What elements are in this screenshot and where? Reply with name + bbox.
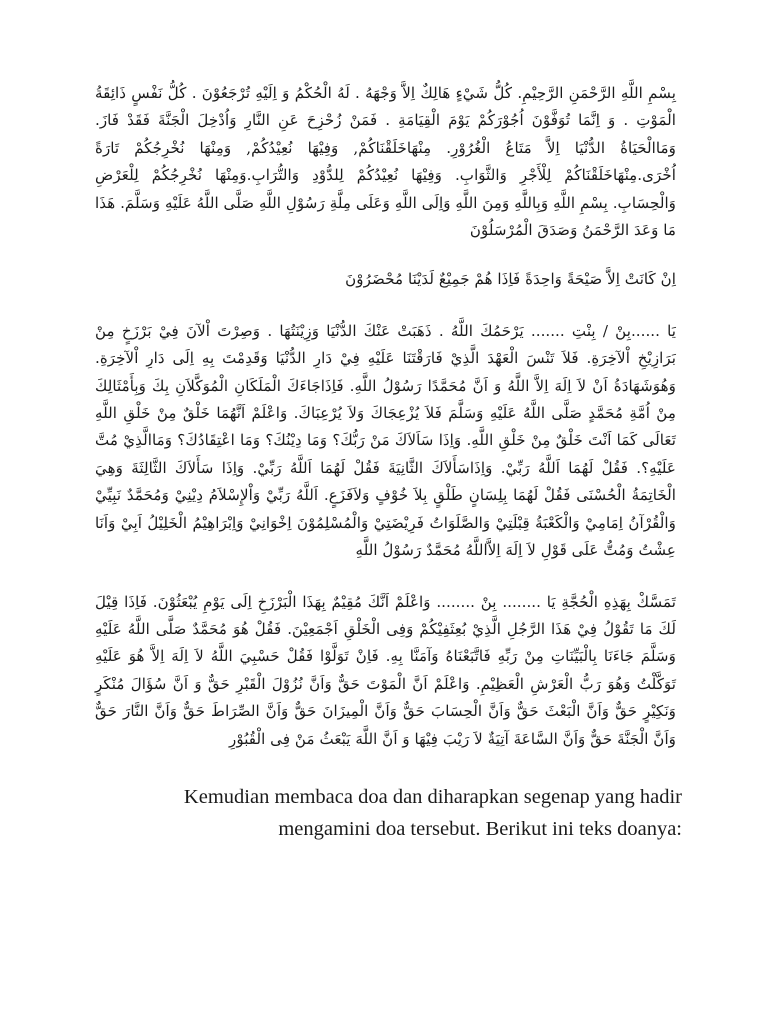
arabic-paragraph-opening: بِسْمِ اللَّهِ الرَّحْمَنِ الرَّحِيْمِ. كُلُّ شَيْءٍ هَالِكٌ اِلاَّ وَجْهَهُ . لَهُ الْحُكْمُ وَ اِلَيْهِ تُرْجَعُوْنَ . كُلُّ نَفْسٍ ذَائِقَةُ الْمَوْتِ . وَ اِنَّمَا تُوَفَّوْنَ اُجُوْرَكُمْ يَوْمَ الْقِيَامَةِ . فَمَنْ زُحْزِحَ عَنِ النَّارِ وَاُدْخِلَ الْجَنَّةَ فَقَدْ فَازَ. وَمَاالْحَيَاةُ الدُّنْيَا اِلاَّ مَتَاعُ الْغُرُوْرِ. مِنْهَاخَلَقْنَاكُمْ, وَفِيْهَا نُعِيْدُكُمْ, وَمِنْهَا نُخْرِجُكُمْ تَارَةً اُخْرَى.مِنْهَاخَلَقْنَاكُمْ لِلْأَجْرِ وَالثَّوَابِ. وَفِيْهَا نُعِيْدُكُمْ لِلدُّوْدِ وَالتُّرَابِ.وَمِنْهَا نُخْرِجُكُمْ لِلْعَرْضِ وَالْحِسَابِ. بِسْمِ اللَّهِ وَبِاللَّهِ وَمِنَ اللَّهِ وَاِلَى اللَّهِ وَعَلَى مِلَّةِ رَسُوْلِ اللَّهِ صَلَّى اللَّهُ عَلَيْهِ وَسَلَّمَ. هَذَا مَا وَعَدَ الرَّحْمَنُ وَصَدَقَ الْمُرْسَلُوْنَ [95, 84, 676, 240]
arabic-paragraph-closing: تَمَسَّكْ بِهَذِهِ الْحُجَّةِ يَا ........ بِنْ ........ وَاعْلَمْ اَنَّكَ مُقِيْمٌ بِهَذَا الْبَرْزَخِ اِلَى يَوْمِ يُبْعَثُوْنَ. فَاِذَا قِيْلَ لَكَ مَا تَقُوْلُ فِيْ هَذَا الرَّجُلِ الَّذِيْ بُعِثَفِيْكُمْ وَفِى الْخَلْقِ اَجْمَعِيْنَ. فَقُلْ هُوَ مُحَمَّدٌ صَلَّى اللَّهُ عَلَيْهِ وَسَلَّمَ جَاءَنَا بِالْبَيِّنَاتِ مِنْ رَبِّهِ فَاتَّبَعْنَاهُ وَآمَنَّا بِهِ. فَاِنْ تَوَلَّوْا فَقُلْ حَسْبِيَ اللَّهُ لاَ اِلَهَ اِلاَّ هُوَ عَلَيْهِ تَوَكَّلْتُ وَهُوَ رَبُّ الْعَرْشِ الْعَظِيْمِ. وَاعْلَمْ اَنَّ الْمَوْتَ حَقٌّ وَاَنَّ نُزُوْلَ الْقَبْرِ حَقٌّ وَ اَنَّ سُؤَالَ مُنْكَرٍ وَنَكِيْرٍ حَقٌّ وَاَنَّ الْبَعْثَ حَقٌّ وَاَنَّ الْحِسَابَ حَقٌّ وَاَنَّ الْمِيزَانَ حَقٌّ وَاَنَّ الصِّرَاطَ حَقٌّ وَاَنَّ النَّارَ حَقٌّ وَاَنَّ الْجَنَّةَ حَقٌّ وَاَنَّ السَّاعَةَ آتِيَةٌ لاَ رَيْبَ فِيْهَا وَ اَنَّ اللَّهَ يَبْعَثُ مَنْ فِى الْقُبُوْرِ [95, 592, 676, 748]
arabic-paragraph-talqin: يَا ......بِنْ / بِنْتِ ....... يَرْحَمُكَ اللَّهُ . ذَهَبَتْ عَنْكَ الدُّنْيَا وَزِيْنَتُهَا . وَصِرْتَ اْلآنَ فِيْ بَرْزَخٍ مِنْ بَرَازِيْخِ اْلآخِرَةِ. فَلاَ تَنْسَ الْعَهْدَ الَّذِيْ فَارَقْتَنَا عَلَيْهِ فِيْ دَارِ الدُّنْيَا وَقَدِمْتَ بِهِ اِلَى دَارِ اْلآخِرَةِ. وَهُوَشَهَادَةُ اَنْ لاَ اِلَهَ اِلاَّ اللَّهُ وَ اَنَّ مُحَمَّدًا رَسُوْلُ اللَّهِ. فَاِذَاجَاءَكَ الْمَلَكَانِ الْمُوَكَّلاَنِ بِكَ وَبِأَمْثَالِكَ مِنْ اُمَّةِ مُحَمَّدٍ صَلَّى اللَّهُ عَلَيْهِ وَسَلَّمَ فَلاَ يُزْعِجَاكَ وَلاَ يُرْعِبَاكَ. وَاعْلَمْ اَنَّهُمَا خَلْقٌ مِنْ خَلْقِ اللَّهِ تَعَالَى كَمَا اَنْتَ خَلْقٌ مِنْ خَلْقِ اللَّهِ. وَاِذَا سَاَلاَكَ مَنْ رَبُّكَ؟ وَمَا دِيْنُكَ؟ وَمَا اعْتِقَادُكَ؟ وَمَاالَّذِيْ مُتَّ عَلَيْهِ؟. فَقُلْ لَهُمَا اَللَّهُ رَبِّيْ. وَاِذَاسَأَلاَكَ الثَّانِيَةَ فَقُلْ لَهُمَا اَللَّهُ رَبِّيْ. وَاِذَا سَأَلاَكَ الثَّالِثَةَ وَهِيَ الْخَاتِمَةُ الْحُسْنَى فَقُلْ لَهُمَا بِلِسَانٍ طَلْقٍ بِلاَ خُوْفٍ وَلاَفَزَعٍ. اَللَّهُ رَبِّيْ وَاْلإِسْلاَمُ دِيْنِيْ وَمُحَمَّدٌ نَبِيِّيْ وَالْقُرْآنُ اِمَامِيْ وَالْكَعْبَةُ قِبْلَتِيْ وَالصَّلَوَاتُ فَرِيْضَتِيْ وَالْمُسْلِمُوْنَ اِخْوَانِيْ وَاِبْرَاهِيْمُ الْخَلِيْلُ اَبِيْ وَاَنَا عِشْتُ وَمُتُّ عَلَى قَوْلِ لاَ اِلَهَ اِلاَّاللَّهُ مُحَمَّدٌ رَسُوْلُ اللَّهِ [95, 321, 677, 560]
closing-line-2: :mengamini doa tersebut. Berikut ini teks doanya [278, 817, 682, 840]
closing-line-1: Kemudian membaca doa dan diharapkan segenap yang hadir [183, 785, 682, 808]
indonesian-closing-text [115, 781, 682, 845]
arabic-paragraph-verse: اِنْ كَانَتْ اِلاَّ صَيْحَةً وَاحِدَةً فَاِذَا هُمْ جَمِيْعٌ لَدَيْنَا مُحْضَرُوْنَ [345, 270, 676, 289]
